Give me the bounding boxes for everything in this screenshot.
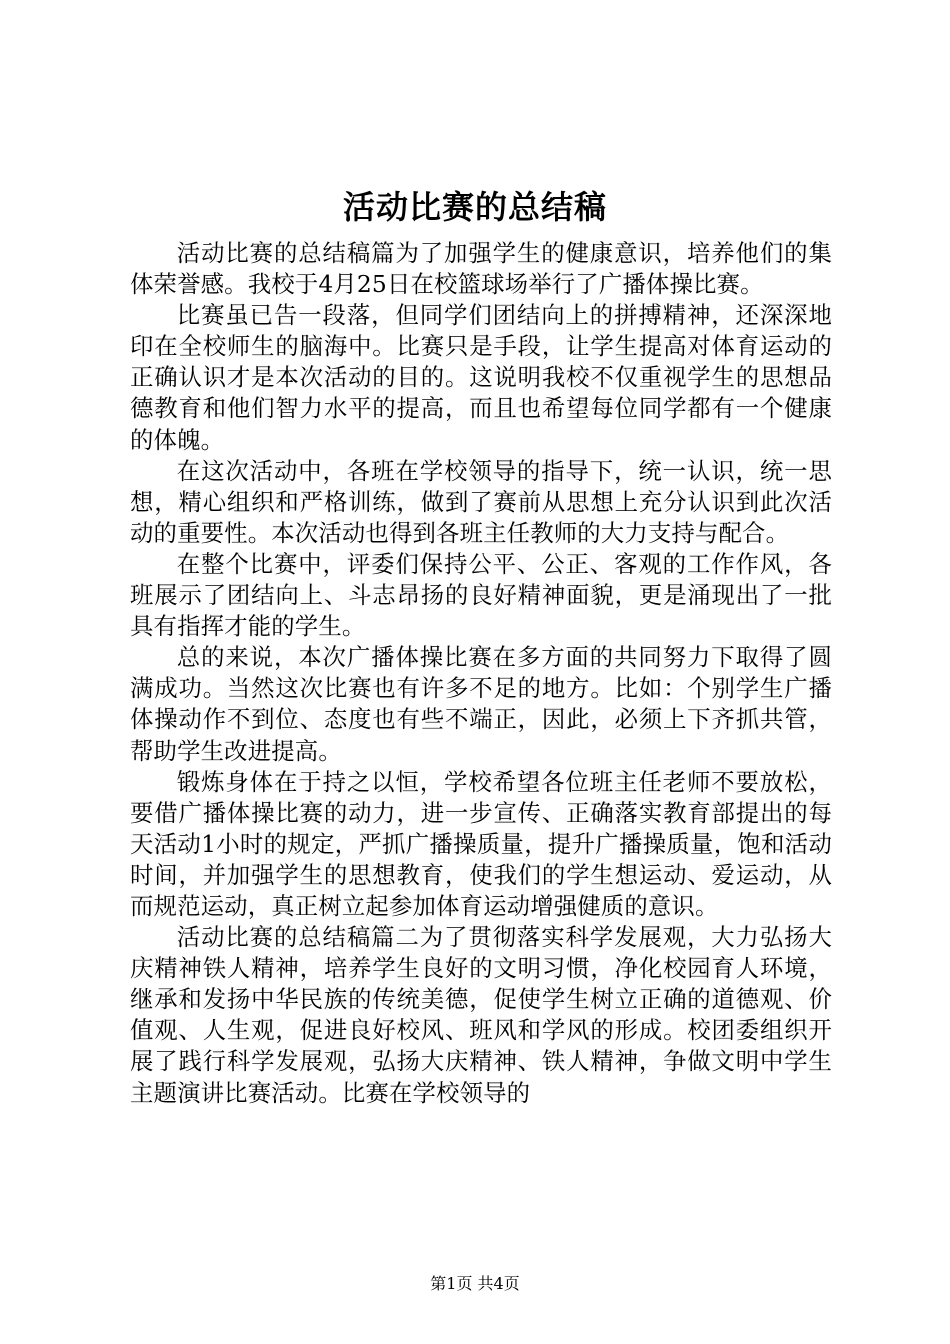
paragraph: 活动比赛的总结稿篇二为了贯彻落实科学发展观，大力弘扬大庆精神铁人精神，培养学生良好的文明习惯，净化校园育人环境，继承和发扬中华民族的传统美德，促使学生树立正确的道德观、价值观、人生观，促进良好校风、班风和学风的形成。校团委组织开展了践行科学发展观，弘扬大庆精神、铁人精神，争做文明中学生主题演讲比赛活动。比赛在学校领导的 [130, 923, 832, 1107]
paragraph: 活动比赛的总结稿篇为了加强学生的健康意识，培养他们的集体荣誉感。我校于4月25日在校篮球场举行了广播体操比赛。 [130, 239, 832, 299]
page-number-footer: 第1页 共4页 [430, 1274, 520, 1293]
paragraph: 比赛虽已告一段落，但同学们团结向上的拼搏精神，还深深地印在全校师生的脑海中。比赛只是手段，让学生提高对体育运动的正确认识才是本次活动的目的。这说明我校不仅重视学生的思想品德教育和他们智力水平的提高，而且也希望每位同学都有一个健康的体魄。 [130, 301, 832, 454]
document-body [130, 238, 832, 1109]
paragraph: 在这次活动中，各班在学校领导的指导下，统一认识，统一思想，精心组织和严格训练，做到了赛前从思想上充分认识到此次活动的重要性。本次活动也得到各班主任教师的大力支持与配合。 [130, 456, 832, 547]
paragraph: 在整个比赛中，评委们保持公平、公正、客观的工作作风，各班展示了团结向上、斗志昂扬的良好精神面貌，更是涌现出了一批具有指挥才能的学生。 [130, 549, 832, 641]
paragraph: 锻炼身体在于持之以恒，学校希望各位班主任老师不要放松，要借广播体操比赛的动力，进一步宣传、正确落实教育部提出的每天活动1小时的规定，严抓广播操质量，提升广播操质量，饱和活动时间，并加强学生的思想教育，使我们的学生想运动、爱运动，从而规范运动，真正树立起参加体育运动增强健质的意识。 [130, 767, 832, 920]
paragraph: 总的来说，本次广播体操比赛在多方面的共同努力下取得了圆满成功。当然这次比赛也有许多不足的地方。比如：个别学生广播体操动作不到位、态度也有些不端正，因此，必须上下齐抓共管，帮助学生改进提高。 [130, 643, 832, 765]
document-title: 活动比赛的总结稿 [342, 188, 607, 226]
